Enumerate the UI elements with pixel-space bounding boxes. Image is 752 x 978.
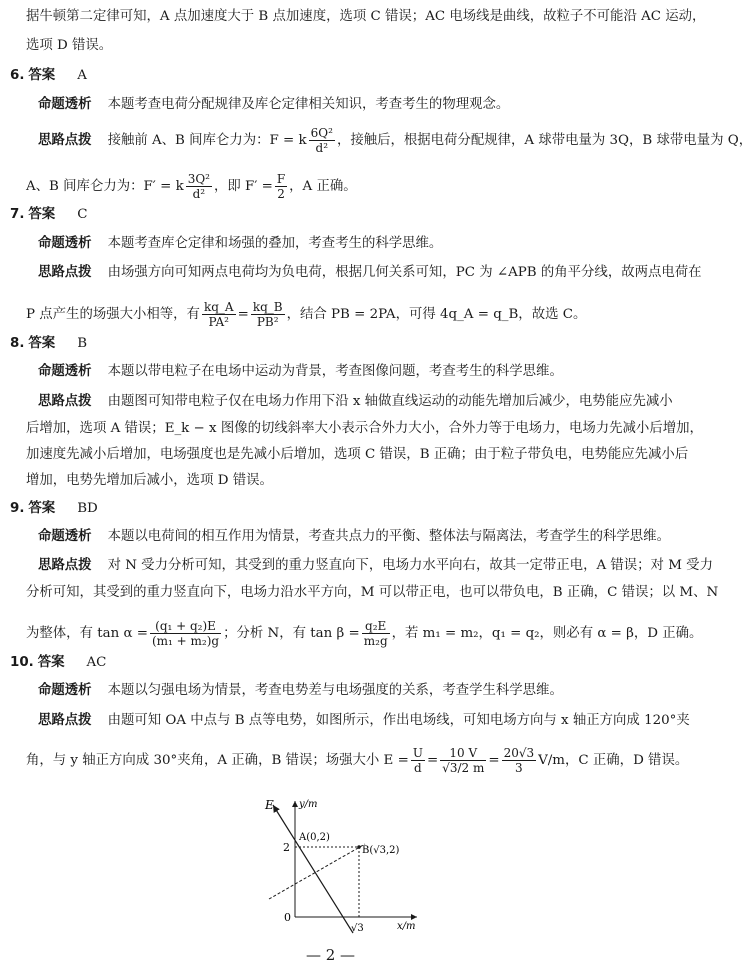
- q7-line-3: [26, 300, 687, 329]
- q10-analysis-label: 命题透析: [38, 683, 92, 698]
- q8-hint-row: [38, 393, 699, 411]
- q9-fraction-2: [362, 619, 390, 648]
- q8-hint-line-2: 后增加，选项 A 错误；E_k − x 图像的切线斜率大小表示合外力大小，合外力等于电场力，电场力先减小后增加，: [26, 421, 703, 436]
- q10-frac1-denominator: d: [414, 761, 422, 775]
- q6-fraction-2: [186, 172, 212, 201]
- q10-line-3: [26, 746, 687, 775]
- q9-hint-row: [38, 557, 713, 575]
- q8-hint-line-3: 加速度先减小后增加，电场强度也是先减小后增加，选项 C 错误，B 正确；由于粒子带负电，电势能应先减小后: [26, 447, 689, 462]
- q6-fraction-1: [309, 126, 335, 155]
- q6-fraction-3: [275, 172, 287, 201]
- q7-line3-b: ，结合 PB = 2PA，可得 4q_A = q_B，故选 C。: [286, 307, 587, 322]
- q10-hint-text-1: 由题可知 OA 中点与 B 点等电势，如图所示，作出电场线，可知电场方向与 x 轴正方向成 120°夹: [107, 713, 690, 728]
- q9-line4-b: ；分析 N，有 tan β =: [223, 626, 360, 641]
- q7-answer-value: C: [77, 207, 88, 222]
- q8-analysis-label: 命题透析: [38, 364, 92, 379]
- q9-hint-line-2: 分析可知，其受到的重力竖直向下，电场力沿水平方向，M 可以带正电，也可以带负电，B 正确，C 错误；以 M、N: [26, 585, 719, 600]
- q9-line-4: [26, 619, 703, 648]
- q7-fraction-1: [202, 300, 236, 329]
- q8-analysis-row: [38, 363, 699, 381]
- origin-label: 0: [284, 911, 291, 924]
- point-a-label: A(0,2): [299, 832, 330, 843]
- y-axis-label: y/m: [299, 799, 318, 810]
- q9-hint-text-1: 对 N 受力分析可知，其受到的重力竖直向下，电场力水平向右，故其一定带正电，A 错误；对 M 受力: [107, 558, 713, 573]
- q10-answer-value: AC: [86, 655, 107, 670]
- q6-frac2-numerator: 3Q²: [187, 172, 210, 186]
- q8-number: 8.: [10, 336, 25, 351]
- q10-fraction-2: [440, 746, 486, 775]
- q6-answer-row: [10, 67, 671, 85]
- q6-frac2-denominator: d²: [192, 187, 206, 201]
- q10-fraction-3: [502, 746, 537, 775]
- intro-line-1: 据牛顿第二定律可知，A 点加速度大于 B 点加速度，选项 C 错误；AC 电场线是曲线，故粒子不可能沿 AC 运动，: [26, 9, 706, 24]
- q6-frac3-numerator: F: [276, 172, 286, 186]
- q7-answer-row: [10, 206, 671, 224]
- q10-analysis-text: 本题以匀强电场为情景，考查电势差与电场强度的关系，考查学生科学思维。: [107, 683, 563, 698]
- q6-hint-row: [38, 126, 752, 155]
- q7-analysis-label: 命题透析: [38, 236, 92, 251]
- q7-hint-row: [38, 264, 702, 282]
- q6-analysis-row: [38, 96, 699, 114]
- q6-analysis-label: 命题透析: [38, 97, 92, 112]
- q7-equals: =: [237, 307, 249, 322]
- q10-frac3-denominator: 3: [515, 761, 523, 775]
- q9-line4-a: 为整体，有 tan α =: [26, 626, 148, 641]
- q9-answer-value: BD: [77, 501, 98, 516]
- q7-frac2-numerator: kq_B: [252, 300, 283, 314]
- q7-frac1-numerator: kq_A: [203, 300, 234, 314]
- point-b-dot: [357, 845, 361, 849]
- q9-fraction-1: [150, 619, 221, 648]
- q10-number: 10.: [10, 655, 34, 670]
- q10-line3-a: 角，与 y 轴正方向成 30°夹角，A 正确，B 错误；场强大小 E =: [26, 753, 409, 768]
- q9-frac1-numerator: (q₁ + q₂)E: [150, 619, 221, 634]
- q6-hint-a: 接触前 A、B 间库仑力为：F = k: [107, 133, 307, 148]
- q9-frac2-denominator: m₂g: [363, 634, 388, 648]
- q8-answer-value: B: [77, 336, 88, 351]
- q9-analysis-text: 本题以电荷间的相互作用为情景，考查共点力的平衡、整体法与隔离法，考查学生的科学思维。: [107, 529, 670, 544]
- q6-hint-label: 思路点拨: [38, 133, 92, 148]
- x-tick-sqrt3: √3: [351, 923, 364, 934]
- q10-frac2-numerator: 10 V: [440, 746, 486, 761]
- field-label: E: [265, 798, 274, 812]
- q9-answer-row: [10, 500, 671, 518]
- q7-number: 7.: [10, 207, 25, 222]
- q9-number: 9.: [10, 501, 25, 516]
- q10-frac1-numerator: U: [412, 746, 423, 760]
- q7-fraction-2: [251, 300, 285, 329]
- q6-line3-b: ，即 F′ =: [213, 179, 273, 194]
- q6-frac3-denominator: 2: [277, 187, 285, 201]
- q9-analysis-label: 命题透析: [38, 529, 92, 544]
- q9-frac1-denominator: (m₁ + m₂)g: [151, 634, 220, 648]
- q7-hint-label: 思路点拨: [38, 265, 92, 280]
- q6-number: 6.: [10, 68, 25, 83]
- q7-frac1-denominator: PA²: [208, 315, 229, 329]
- q10-equals-2: =: [488, 753, 500, 768]
- q10-frac3-numerator: 20√3: [503, 746, 535, 760]
- q7-hint-text-1: 由场强方向可知两点电荷均为负电荷，根据几何关系可知，PC 为 ∠APB 的角平分线，故两点电荷在: [107, 265, 702, 280]
- q8-hint-text-1: 由题图可知带电粒子仅在电场力作用下沿 x 轴做直线运动的动能先增加后减少，电势能应先减小: [107, 394, 673, 409]
- q10-fraction-1: [411, 746, 425, 775]
- q10-analysis-row: [38, 682, 699, 700]
- q8-hint-line-4: 增加，电势先增加后减小，选项 D 错误。: [26, 473, 273, 488]
- q6-hint-b: ，接触后，根据电荷分配规律，A 球带电量为 3Q，B 球带电量为 Q，: [336, 133, 752, 148]
- q7-answer-label: 答案: [28, 207, 56, 222]
- q6-line-3: [26, 172, 687, 201]
- q6-line3-c: ，A 正确。: [289, 179, 357, 194]
- point-b-label: B(√3,2): [362, 845, 400, 856]
- intro-line-2: 选项 D 错误。: [26, 38, 113, 53]
- q8-hint-label: 思路点拨: [38, 394, 92, 409]
- field-diagram: [255, 795, 425, 935]
- q7-analysis-row: [38, 235, 699, 253]
- q6-analysis-text: 本题考查电荷分配规律及库仑定律相关知识，考查考生的物理观念。: [107, 97, 510, 112]
- q10-line3-b: V/m，C 正确，D 错误。: [538, 753, 689, 768]
- x-axis-label: x/m: [397, 921, 416, 932]
- q6-line3-a: A、B 间库仑力为：F′ = k: [26, 179, 184, 194]
- q6-frac1-numerator: 6Q²: [310, 126, 333, 140]
- q8-answer-label: 答案: [28, 336, 56, 351]
- q10-answer-label: 答案: [37, 655, 65, 670]
- q10-equals-1: =: [426, 753, 439, 768]
- q6-frac1-denominator: d²: [315, 141, 329, 155]
- q8-answer-row: [10, 335, 671, 353]
- y-tick-2: 2: [283, 841, 290, 854]
- q6-answer-value: A: [77, 68, 87, 83]
- q7-line3-a: P 点产生的场强大小相等，有: [26, 307, 200, 322]
- q8-analysis-text: 本题以带电粒子在电场中运动为背景，考查图像问题，考查考生的科学思维。: [107, 364, 563, 379]
- q6-answer-label: 答案: [28, 68, 56, 83]
- page-number: — 2 —: [305, 946, 356, 964]
- q10-hint-row: [38, 712, 699, 730]
- q9-answer-label: 答案: [28, 501, 56, 516]
- q9-analysis-row: [38, 528, 699, 546]
- q9-hint-label: 思路点拨: [38, 558, 92, 573]
- q7-analysis-text: 本题考查库仑定律和场强的叠加，考查考生的科学思维。: [107, 236, 443, 251]
- q9-frac2-numerator: q₂E: [362, 619, 390, 634]
- q10-answer-row: [10, 654, 671, 672]
- q10-frac2-denominator: √3/2 m: [442, 761, 485, 775]
- q7-frac2-denominator: PB²: [256, 315, 279, 329]
- q10-hint-label: 思路点拨: [38, 713, 92, 728]
- q9-line4-c: ，若 m₁ = m₂，q₁ = q₂，则必有 α = β，D 正确。: [391, 626, 703, 641]
